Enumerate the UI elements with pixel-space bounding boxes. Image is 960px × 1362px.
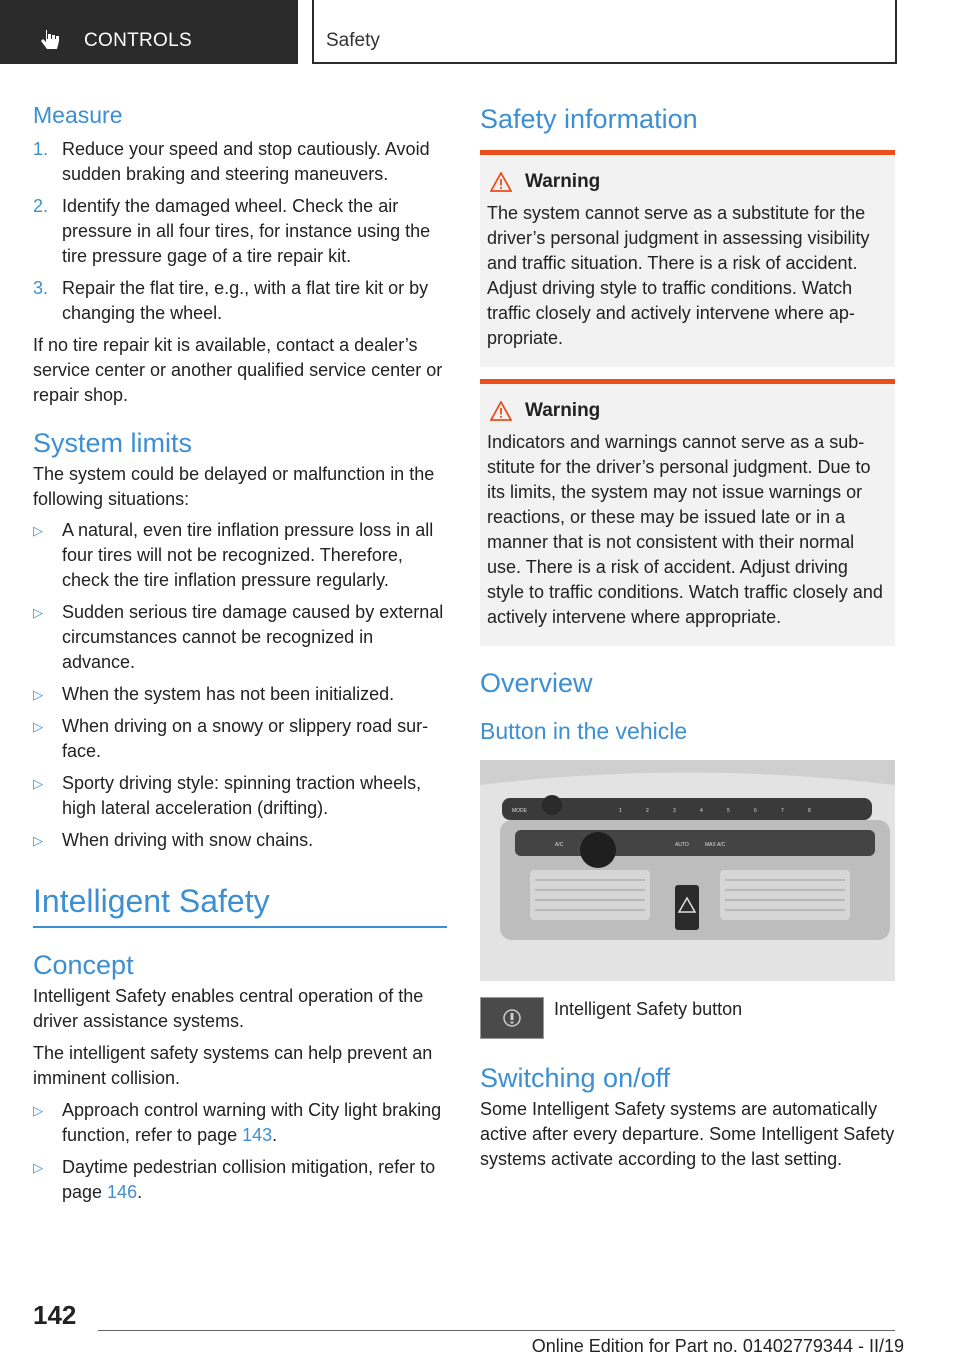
list-item [33, 828, 447, 853]
hand-touch-icon [40, 28, 62, 52]
edition-text: Online Edition for Part no. 01402779344 - II/19 [531, 1336, 904, 1356]
list-item [33, 137, 447, 187]
list-item-text: Daytime pedestrian collision mitigation, refer to page [62, 1157, 436, 1202]
overview-heading: Overview [480, 668, 593, 698]
right-column [480, 100, 895, 1172]
list-item [33, 600, 447, 675]
safety-info-heading: Safety information [480, 104, 698, 134]
bullet-icon: ▷ [33, 523, 43, 538]
list-item-text: Sporty driving style: spinning traction wheels, high lateral acceleration (drifting). [62, 773, 422, 818]
chapter-tab-label: Safety [326, 30, 380, 51]
concept-list [33, 1098, 447, 1205]
measure-heading: Measure [33, 102, 123, 128]
photo-label-preset: 6 [754, 808, 757, 814]
warning-triangle-icon [490, 401, 512, 421]
heading-rule [33, 926, 447, 928]
footer-rule [98, 1330, 895, 1331]
page-link-146[interactable]: 146 [107, 1182, 138, 1202]
warning-text: The system cannot serve as a substitute for the driver’s personal judgment in assessing visibility and traffic situation. There is a risk of accident. Adjust driving style to traffic conditions. Watch traffic closely and actively intervene where appropriate. [487, 203, 870, 348]
button-heading: Button in the vehicle [480, 718, 688, 744]
limits-intro: The system could be delayed or malfunction in the following situations: [33, 464, 435, 509]
list-item-text: When driving with snow chains. [62, 830, 314, 850]
button-legend [480, 997, 895, 1041]
button-caption: Intelligent Safety button [554, 999, 743, 1019]
list-item [33, 1098, 447, 1148]
warning-triangle-icon [490, 172, 512, 192]
list-item-end: . [137, 1182, 143, 1202]
bullet-icon: ▷ [33, 687, 43, 702]
photo-label-preset: 3 [673, 808, 676, 814]
photo-label-preset: 1 [619, 808, 622, 814]
switching-heading: Switching on/off [480, 1063, 671, 1093]
control-panel-illustration [480, 760, 895, 981]
bullet-icon: ▷ [33, 719, 43, 734]
step-number: 2. [33, 196, 49, 216]
chapter-tab [312, 0, 897, 64]
list-item [33, 682, 447, 707]
concept-paragraph-2: The intelligent safety systems can help prevent an imminent collision. [33, 1043, 433, 1088]
list-item [33, 194, 447, 269]
list-item-end: . [272, 1125, 278, 1145]
photo-label-mode: MODE [512, 808, 527, 814]
warning-title [487, 398, 888, 424]
system-limits-heading: System limits [33, 428, 193, 458]
list-item [33, 714, 447, 764]
limits-list [33, 518, 447, 853]
measure-note: If no tire repair kit is available, contact a dealer’s service center or another qualified service center or repair shop. [33, 335, 443, 405]
list-item [33, 276, 447, 326]
step-number: 1. [33, 139, 49, 159]
step-text: Repair the flat tire, e.g., with a flat tire kit or by changing the wheel. [62, 278, 429, 323]
warning-title-text: Warning [525, 171, 601, 192]
control-panel-photo [480, 760, 895, 981]
list-item-text: Approach control warning with City light braking function, refer to page [62, 1100, 442, 1145]
warning-title-text: Warning [525, 400, 601, 421]
warning-text: Indicators and warnings cannot serve as a substitute for the driver’s personal judgment. Due to its limits, the system may not issue warnings or reactions, or these may be issued late or in a manner that is not consistent with their normal use. There is a risk of accident. Adjust driving style to traffic conditions. Watch traffic closely and actively intervene where appropriate. [487, 432, 883, 627]
step-text: Identify the damaged wheel. Check the air pressure in all four tires, for instance using the tire pressure gage of a tire repair kit. [62, 196, 431, 266]
list-item-text: When the system has not been initialized. [62, 684, 395, 704]
list-item-text: Sudden serious tire damage caused by external circumstances cannot be recognized in advance. [62, 602, 444, 672]
photo-label-preset: 2 [646, 808, 649, 814]
list-item [33, 1155, 447, 1205]
warning-title [487, 169, 888, 195]
list-item [33, 771, 447, 821]
list-item-text: A natural, even tire inflation pressure loss in all four tires will not be recognized. Therefore, check the tire inflation pressure regularly. [62, 520, 434, 590]
step-text: Reduce your speed and stop cautiously. Avoid sudden braking and steering maneuvers. [62, 139, 430, 184]
section-tab-label: CONTROLS [84, 30, 192, 51]
bullet-icon: ▷ [33, 776, 43, 791]
bullet-icon: ▷ [33, 605, 43, 620]
photo-label-ac: A/C [555, 842, 564, 848]
section-tab [0, 0, 298, 64]
concept-paragraph-1: Intelligent Safety enables central operation of the driver assistance systems. [33, 986, 424, 1031]
intelligent-safety-button-thumbnail [480, 997, 544, 1039]
photo-label-auto: AUTO [675, 842, 689, 848]
photo-label-preset: 8 [808, 808, 811, 814]
switching-text: Some Intelligent Safety systems are automatically active after every departure. Some Intelligent Safety systems activate according to the last setting. [480, 1099, 895, 1169]
measure-steps [33, 137, 447, 326]
photo-label-preset: 4 [700, 808, 703, 814]
bullet-icon: ▷ [33, 833, 43, 848]
warning-box [480, 379, 895, 646]
list-item-text: When driving on a snowy or slippery road surface. [62, 716, 429, 761]
photo-label-preset: 7 [781, 808, 784, 814]
left-column [33, 100, 447, 1205]
photo-label-preset: 5 [727, 808, 730, 814]
bullet-icon: ▷ [33, 1160, 43, 1175]
page-link-143[interactable]: 143 [242, 1125, 273, 1145]
page-number: 142 [33, 1300, 77, 1330]
step-number: 3. [33, 278, 49, 298]
list-item [33, 518, 447, 593]
concept-heading: Concept [33, 950, 134, 980]
photo-label-max-ac: MAX A/C [705, 842, 726, 848]
intelligent-safety-heading: Intelligent Safety [33, 883, 270, 919]
bullet-icon: ▷ [33, 1103, 43, 1118]
warning-box [480, 150, 895, 367]
intelligent-safety-icon [481, 998, 543, 1038]
